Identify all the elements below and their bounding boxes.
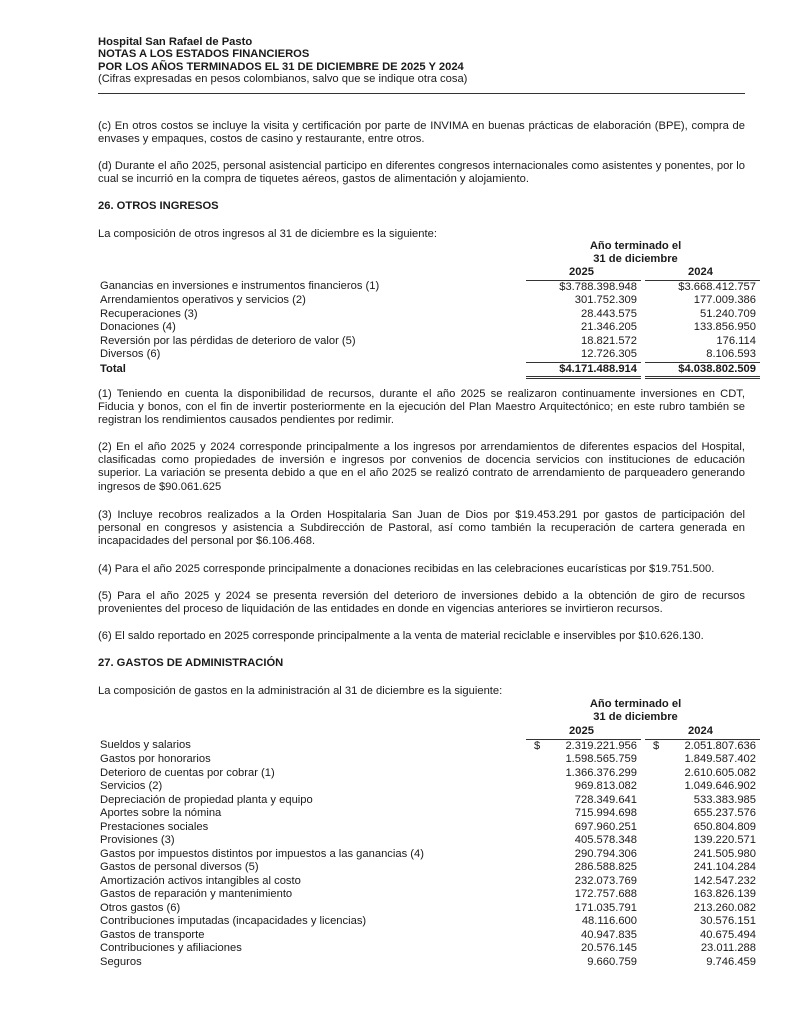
- row-label: Otros gastos (6): [100, 901, 181, 914]
- row-label: Gastos de reparación y mantenimiento: [100, 888, 293, 900]
- paragraph-d: (d) Durante el año 2025, personal asistencial participo en diferentes congresos internacionales como asistentes y ponentes, por lo cual se incurrió en la compra de tiquetes aéreos, gastos de alimentación y alojamiento.: [98, 160, 745, 186]
- total-label: Total: [100, 363, 126, 375]
- page-header: [98, 36, 745, 86]
- row-label: Recuperaciones (3): [100, 307, 198, 320]
- table-row: [100, 280, 760, 294]
- year-2024-heading: 2024: [645, 266, 760, 280]
- value-2025: 48.116.600: [581, 915, 637, 927]
- row-label: Reversión por las pérdidas de deterioro de valor (5): [100, 334, 356, 347]
- value-2024: 650.804.809: [693, 820, 756, 833]
- total-2024: $4.038.802.509: [645, 362, 760, 378]
- row-label: Sueldos y salarios: [100, 739, 191, 752]
- row-label: Contribuciones y afiliaciones: [100, 942, 242, 954]
- row-label: Amortización activos intangibles al costo: [100, 874, 301, 887]
- year-2025-heading: 2025: [526, 266, 641, 280]
- value-2025: 171.035.791: [574, 901, 637, 914]
- section-27-title: 27. GASTOS DE ADMINISTRACIÓN: [98, 657, 284, 669]
- value-2024: 241.104.284: [693, 861, 756, 873]
- value-2024: 9.746.459: [706, 955, 756, 968]
- year-header-row: [100, 725, 760, 739]
- note-4: (4) Para el año 2025 corresponde principalmente a donaciones recibidas en las celebraciones eucarísticas por $19.751.500.: [98, 563, 715, 575]
- row-label: Servicios (2): [100, 780, 163, 792]
- value-2024: 40.675.494: [700, 928, 756, 941]
- value-2025: 1.366.376.299: [565, 766, 637, 779]
- value-2024: 177.009.386: [693, 294, 756, 306]
- section-26-title: 26. OTROS INGRESOS: [98, 200, 219, 212]
- year-2025-heading: 2025: [526, 725, 641, 739]
- table-row: [100, 848, 760, 862]
- table-row: [100, 767, 760, 781]
- table-row: [100, 348, 760, 362]
- table-row: [100, 956, 760, 970]
- table-row: [100, 753, 760, 767]
- value-2024: 23.011.288: [700, 942, 756, 954]
- table-gastos-administracion: [100, 725, 760, 969]
- value-2025: 40.947.835: [581, 928, 637, 941]
- total-row: [100, 362, 760, 378]
- value-2025: 28.443.575: [581, 307, 637, 320]
- row-label: Prestaciones sociales: [100, 820, 209, 833]
- row-label: Gastos por impuestos distintos por impuestos a las ganancias (4): [100, 847, 424, 860]
- value-2024: 176.114: [716, 334, 756, 347]
- value-2025: 405.578.348: [574, 834, 637, 846]
- row-label: Depreciación de propiedad planta y equipo: [100, 793, 313, 806]
- row-label: Provisiones (3): [100, 834, 175, 846]
- note-5: (5) Para el año 2025 y 2024 se presenta reversión del deterioro de inversiones debido a la obtención de giro de recursos provenientes del proceso de liquidación de las entidades en donde en vigencias anteriores se invirtieron recursos.: [98, 590, 745, 616]
- value-2024: 655.237.576: [693, 807, 756, 819]
- paragraph-c: (c) En otros costos se incluye la visita y certificación por parte de INVIMA en buenas prácticas de elaboración (BPE), compra de envases y empaques, costos de casino y restaurante, entre otros.: [98, 120, 745, 146]
- value-2024: 133.856.950: [693, 321, 756, 333]
- value-2024: 8.106.593: [706, 348, 756, 360]
- value-2024: 30.576.151: [700, 915, 756, 927]
- value-2025: 20.576.145: [581, 942, 637, 954]
- table-row: [100, 294, 760, 308]
- value-2024: 1.049.646.902: [684, 780, 756, 792]
- currency-symbol: $: [534, 739, 541, 752]
- value-2024: 213.260.082: [693, 901, 756, 914]
- period-line-1: Año terminado el: [589, 698, 682, 710]
- value-2025: 12.726.305: [581, 348, 637, 360]
- period-line-1: Año terminado el: [589, 240, 682, 252]
- note-2: (2) En el año 2025 y 2024 corresponde principalmente a los ingresos por arrendamientos de diferentes espacios del Hospital, clasificadas como propiedades de inversión e ingresos por convenios de docencia servicios con instituciones de educación superior. La variación se presenta debido a que en el año 2025 se realizó contrato de arrendamiento de parqueadero generando ingresos de $90.061.625: [98, 441, 745, 493]
- value-2024: 1.849.587.402: [684, 753, 756, 765]
- period-line-2: 31 de diciembre: [593, 711, 678, 723]
- table-row: [100, 308, 760, 322]
- row-label: Contribuciones imputadas (incapacidades y licencias): [100, 915, 367, 927]
- value-2024: 142.547.232: [693, 874, 756, 887]
- value-2024: 241.505.980: [693, 847, 756, 860]
- row-label: Aportes sobre la nómina: [100, 807, 222, 819]
- value-2025: 172.757.688: [574, 888, 637, 900]
- table-row: [100, 321, 760, 335]
- note-1: (1) Teniendo en cuenta la disponibilidad de recursos, durante el año 2025 se realizaron continuamente inversiones en CDT, Fiducia y bonos, con el fin de invertir posteriormente en la ejecución del Plan Maestro Arquitectónico; en este rubro también se registran los rendimientos causados pendientes por redimir.: [98, 388, 745, 427]
- value-2024: 163.826.139: [693, 888, 756, 900]
- value-2025: 728.349.641: [574, 793, 637, 806]
- table-row: [100, 807, 760, 821]
- year-2024-heading: 2024: [645, 725, 760, 739]
- value-2025: $3.788.398.948: [559, 280, 637, 293]
- row-label: Gastos por honorarios: [100, 753, 211, 765]
- header-entity: Hospital San Rafael de Pasto: [98, 36, 253, 48]
- section-26-intro: La composición de otros ingresos al 31 de diciembre es la siguiente:: [98, 228, 437, 240]
- row-label: Deterioro de cuentas por cobrar (1): [100, 766, 275, 779]
- table-row: [100, 739, 760, 753]
- table-27-period-heading: [526, 698, 745, 724]
- period-line-2: 31 de diciembre: [593, 253, 678, 265]
- blank-cell: [100, 266, 522, 280]
- value-2024: $3.668.412.757: [678, 280, 756, 293]
- row-label: Ganancias en inversiones e instrumentos financieros (1): [100, 280, 380, 293]
- header-title: NOTAS A LOS ESTADOS FINANCIEROS: [98, 48, 310, 61]
- table-row: [100, 888, 760, 902]
- row-label: Seguros: [100, 955, 142, 968]
- value-2024: 533.383.985: [693, 793, 756, 806]
- table-row: [100, 794, 760, 808]
- row-label: Diversos (6): [100, 348, 161, 361]
- total-2025: $4.171.488.914: [526, 362, 641, 378]
- value-2025: 1.598.565.759: [565, 753, 637, 765]
- row-label: Donaciones (4): [100, 321, 176, 333]
- value-2024: 2.610.605.082: [684, 766, 756, 779]
- row-label: Gastos de transporte: [100, 928, 205, 941]
- section-27-intro: La composición de gastos en la administración al 31 de diciembre es la siguiente:: [98, 685, 503, 697]
- table-otros-ingresos: [100, 266, 760, 379]
- value-2025: 232.073.769: [574, 874, 637, 887]
- value-2025: 21.346.205: [581, 321, 637, 333]
- value-2025: 301.752.309: [574, 294, 637, 306]
- note-3: (3) Incluye recobros realizados a la Orden Hospitalaria San Juan de Dios por $19.453.291 por gastos de participación del personal en congresos y asistencia a Subdirección de Pastoral, así como también la recuperación de cartera generada en incapacidades del personal por $6.106.468.: [98, 509, 745, 548]
- year-header-row: [100, 266, 760, 280]
- value-2024: 51.240.709: [700, 307, 756, 320]
- table-row: [100, 335, 760, 349]
- header-currency-note: (Cifras expresadas en pesos colombianos, salvo que se indique otra cosa): [98, 73, 468, 86]
- table-row: [100, 942, 760, 956]
- value-2024: 139.220.571: [693, 834, 756, 846]
- note-6: (6) El saldo reportado en 2025 corresponde principalmente a la venta de material reciclable e inservibles por $10.626.130.: [98, 630, 704, 642]
- header-period: POR LOS AÑOS TERMINADOS EL 31 DE DICIEMBRE DE 2025 Y 2024: [98, 60, 464, 73]
- value-2025: 969.813.082: [574, 780, 637, 792]
- table-row: [100, 915, 760, 929]
- row-label: Gastos de personal diversos (5): [100, 861, 259, 873]
- value-2024: $ 2.051.807.636: [645, 739, 760, 753]
- row-label: Arrendamientos operativos y servicios (2): [100, 294, 306, 306]
- table-row: [100, 821, 760, 835]
- table-row: [100, 902, 760, 916]
- table-row: [100, 875, 760, 889]
- table-row: [100, 834, 760, 848]
- value-2025: 697.960.251: [574, 820, 637, 833]
- blank-cell: [100, 725, 522, 739]
- value-2025: 9.660.759: [587, 955, 637, 968]
- table-row: [100, 861, 760, 875]
- value-2025: 286.588.825: [574, 861, 637, 873]
- value-2025: 715.994.698: [574, 807, 637, 819]
- table-row: [100, 929, 760, 943]
- table-26-period-heading: [526, 240, 745, 266]
- table-row: [100, 780, 760, 794]
- value-2025: $ 2.319.221.956: [526, 739, 641, 753]
- currency-symbol: $: [653, 739, 660, 752]
- header-divider: [98, 93, 745, 94]
- value-2025: 18.821.572: [581, 334, 637, 347]
- value-2025: 290.794.306: [574, 847, 637, 860]
